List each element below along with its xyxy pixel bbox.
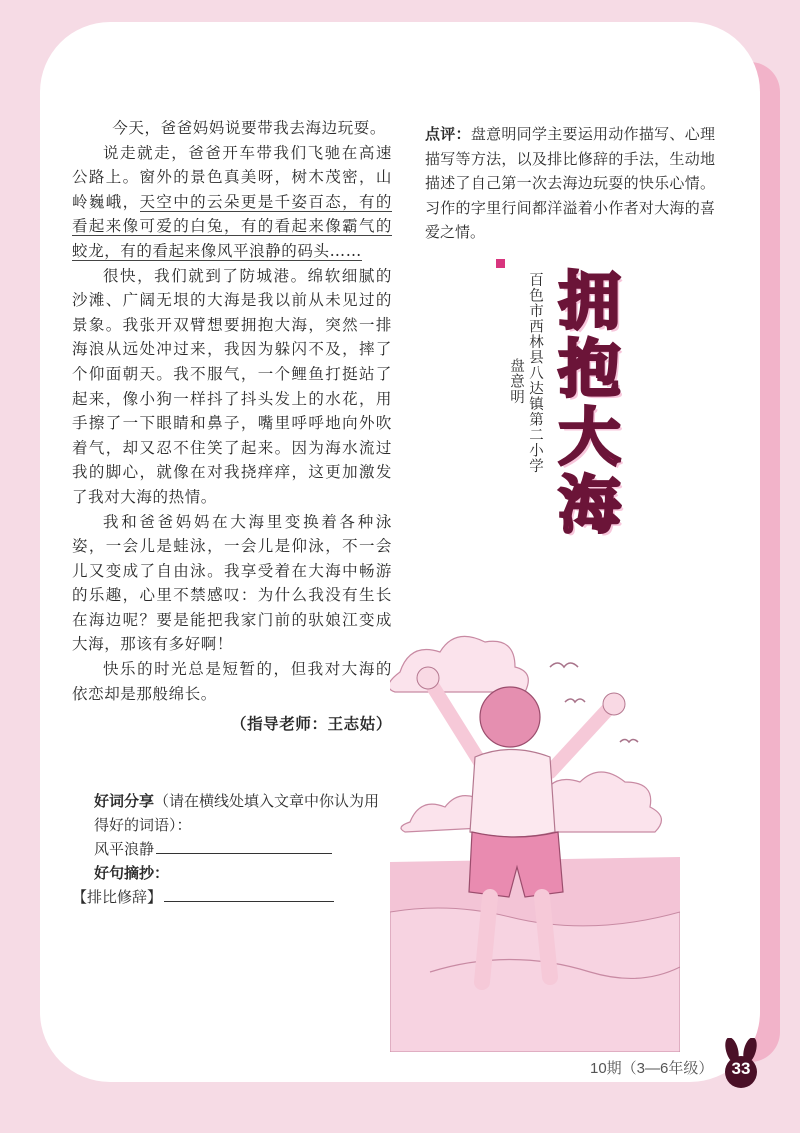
article-paragraph-1: 今天，爸爸妈妈说要带我去海边玩耍。: [112, 119, 386, 137]
issue-label: 10期（3—6年级）: [590, 1060, 714, 1077]
word-fill-line[interactable]: [156, 839, 332, 854]
word-share-heading: [72, 789, 392, 837]
comment-text: 盘意明同学主要运用动作描写、心理描写等方法，以及排比修辞的手法，生动地描述了自己第一次去海边玩耍的快乐心情。习作的字里行间都洋溢着小作者对大海的喜爱之情。: [425, 125, 715, 241]
article-title: 拥抱大海: [548, 268, 621, 540]
article-body: [72, 116, 392, 737]
article-paragraph-2: [72, 141, 392, 264]
byline: [506, 272, 544, 532]
school-name: 百色市西林县八达镇第二小学: [527, 272, 543, 474]
sentence-fill-line[interactable]: [164, 887, 334, 902]
article-paragraph-4: 我和爸爸妈妈在大海里变换着各种泳姿，一会儿是蛙泳，一会儿是仰泳，不一会儿又变成了自由泳。我享受着在大海中畅游的乐趣，心里不禁感叹：为什么我没有生长在海边呢？要是能把我家门前的驮娘江变成大海，那该有多好啊！: [72, 512, 392, 654]
word-share-title: 好词分享: [94, 792, 155, 810]
word-share-instruction: （请在横线处填入文章中你认为用得好的词语）：: [94, 792, 380, 834]
article-paragraph-5: 快乐的时光总是短暂的，但我对大海的依恋却是那般绵长。: [72, 660, 392, 703]
article-paragraph-3: 很快，我们就到了防城港。绵软细腻的沙滩、广阔无垠的大海是我以前从未见过的景象。我张开双臂想要拥抱大海，突然一排海浪从远处冲过来，我因为躲闪不及，摔了个仰面朝天。我不服气，一个鲤鱼打挺站了起来，像小狗一样抖了抖头发上的水花，用手擦了一下眼睛和鼻子，嘴里呼呼地向外吹着气，却又忍不住笑了起来。因为海水流过我的脚心，就像在对我挠痒痒，这更加激发了我对大海的热情。: [72, 266, 392, 506]
teacher-comment: [425, 122, 715, 245]
word-example-row: [72, 837, 392, 861]
sentence-row: [72, 885, 392, 909]
paragraph-2-text: 说走就走，爸爸开车带我们飞驰在高速公路上。窗外的景色真美呀，树木茂密，山岭巍峨，: [72, 143, 392, 211]
boy-at-sea-illustration: [390, 612, 680, 1052]
underlined-sentence: 天空中的云朵更是千姿百态，有的看起来像可爱的白兔，有的看起来像霸气的蛟龙，有的看起来像风平浪静的码头……: [72, 192, 392, 260]
page-number: 33: [731, 1059, 751, 1078]
word-share-section: [72, 789, 392, 909]
guide-teacher: （指导老师：王志姑）: [230, 714, 392, 734]
sentence-tag: 【排比修辞】: [72, 888, 163, 906]
comment-label: 点评：: [425, 125, 471, 143]
author-name: 盘意明: [508, 358, 524, 405]
sentence-share-title: 好句摘抄：: [94, 864, 170, 882]
byline-square-icon: [496, 259, 505, 268]
word-example: 风平浪静: [94, 840, 155, 858]
